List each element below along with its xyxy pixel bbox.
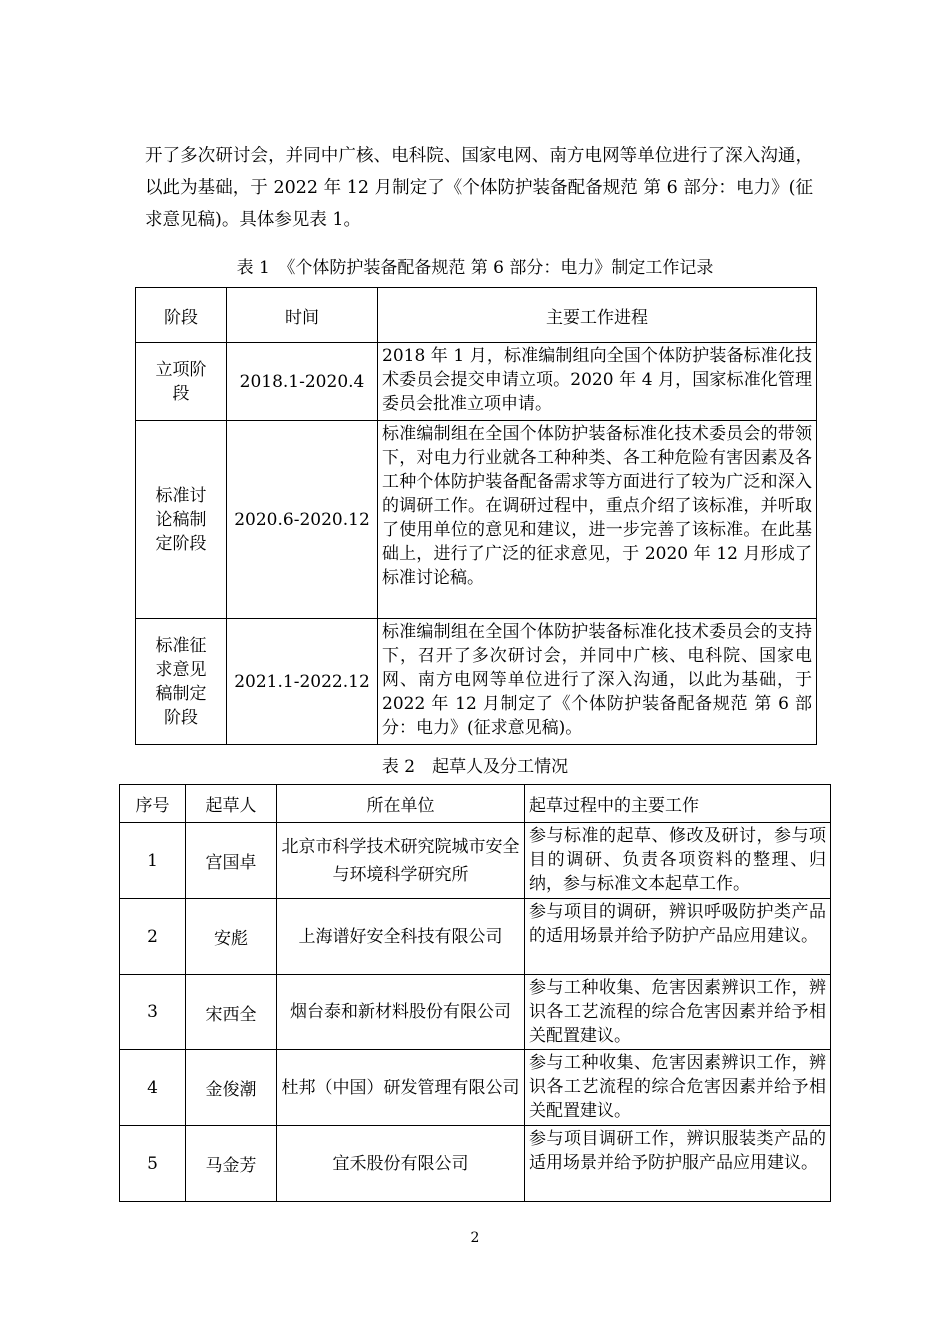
table-row: [120, 1050, 831, 1126]
no-cell: 4: [120, 1050, 186, 1126]
table-row: [136, 619, 817, 745]
no-cell: 2: [120, 899, 186, 975]
time-cell: 2020.6-2020.12: [227, 421, 378, 619]
table2-header-no: 序号: [120, 785, 186, 823]
work-cell: 参与项目的调研，辨识呼吸防护类产品的适用场景并给予防护产品应用建议。: [525, 899, 831, 975]
unit-cell: 杜邦（中国）研发管理有限公司: [277, 1050, 525, 1126]
table1-header-stage: 阶段: [136, 288, 227, 343]
stage-cell: 立项阶段: [136, 343, 227, 421]
work-cell: 参与项目调研工作，辨识服装类产品的适用场景并给予防护服产品应用建议。: [525, 1126, 831, 1202]
work-cell: 参与工种收集、危害因素辨识工作，辨识各工艺流程的综合危害因素并给予相关配置建议。: [525, 975, 831, 1050]
table1-header-work: 主要工作进程: [378, 288, 817, 343]
table2: [119, 784, 831, 1202]
name-cell: 马金芳: [186, 1126, 277, 1202]
table-row: [120, 823, 831, 899]
table-row: [120, 1126, 831, 1202]
table2-header-work: 起草过程中的主要工作: [525, 785, 831, 823]
no-cell: 3: [120, 975, 186, 1050]
name-cell: 金俊潮: [186, 1050, 277, 1126]
table-row: [136, 421, 817, 619]
table1-header-time: 时间: [227, 288, 378, 343]
stage-cell: 标准征求意见稿制定阶段: [136, 619, 227, 745]
name-cell: 宫国卓: [186, 823, 277, 899]
name-cell: 安彪: [186, 899, 277, 975]
work-cell: 标准编制组在全国个体防护装备标准化技术委员会的带领下，对电力行业就各工种种类、各工种危险有害因素及各工种个体防护装备配备需求等方面进行了较为广泛和深入的调研工作。在调研过程中，重点介绍了该标准，并听取了使用单位的意见和建议，进一步完善了该标准。在此基础上，进行了广泛的征求意见，于 2020 年 12 月形成了标准讨论稿。: [378, 421, 817, 619]
no-cell: 1: [120, 823, 186, 899]
table2-caption: 表 2 起草人及分工情况: [381, 757, 569, 777]
table2-header-unit: 所在单位: [277, 785, 525, 823]
work-cell: 参与工种收集、危害因素辨识工作，辨识各工艺流程的综合危害因素并给予相关配置建议。: [525, 1050, 831, 1126]
table-row: [136, 343, 817, 421]
stage-cell: 标准讨论稿制定阶段: [136, 421, 227, 619]
work-cell: 标准编制组在全国个体防护装备标准化技术委员会的支持下，召开了多次研讨会，并同中广核、电科院、国家电网、南方电网等单位进行了深入沟通，以此为基础，于 2022 年 12 月制定了《个体防护装备配备规范 第 6 部分：电力》(征求意见稿)。: [378, 619, 817, 745]
table2-header-name: 起草人: [186, 785, 277, 823]
unit-cell: 烟台泰和新材料股份有限公司: [277, 975, 525, 1050]
intro-paragraph: 开了多次研讨会，并同中广核、电科院、国家电网、南方电网等单位进行了深入沟通，以此为基础，于 2022 年 12 月制定了《个体防护装备配备规范 第 6 部分：电力》(征求意见稿)。具体参见表 1。: [145, 146, 813, 230]
work-cell: 参与标准的起草、修改及研讨，参与项目的调研、负责各项资料的整理、归纳，参与标准文本起草工作。: [525, 823, 831, 899]
page-number: 2: [470, 1230, 480, 1246]
no-cell: 5: [120, 1126, 186, 1202]
table2-header-row: [120, 785, 831, 823]
work-cell: 2018 年 1 月，标准编制组向全国个体防护装备标准化技术委员会提交申请立项。2020 年 4 月，国家标准化管理委员会批准立项申请。: [378, 343, 817, 421]
unit-cell: 宜禾股份有限公司: [277, 1126, 525, 1202]
table1-header-row: [136, 288, 817, 343]
table-row: [120, 899, 831, 975]
table1: [135, 287, 817, 745]
time-cell: 2021.1-2022.12: [227, 619, 378, 745]
unit-cell: 北京市科学技术研究院城市安全与环境科学研究所: [277, 823, 525, 899]
unit-cell: 上海谱好安全科技有限公司: [277, 899, 525, 975]
name-cell: 宋西全: [186, 975, 277, 1050]
table1-caption: 表 1 《个体防护装备配备规范 第 6 部分：电力》制定工作记录: [236, 258, 714, 278]
table-row: [120, 975, 831, 1050]
time-cell: 2018.1-2020.4: [227, 343, 378, 421]
